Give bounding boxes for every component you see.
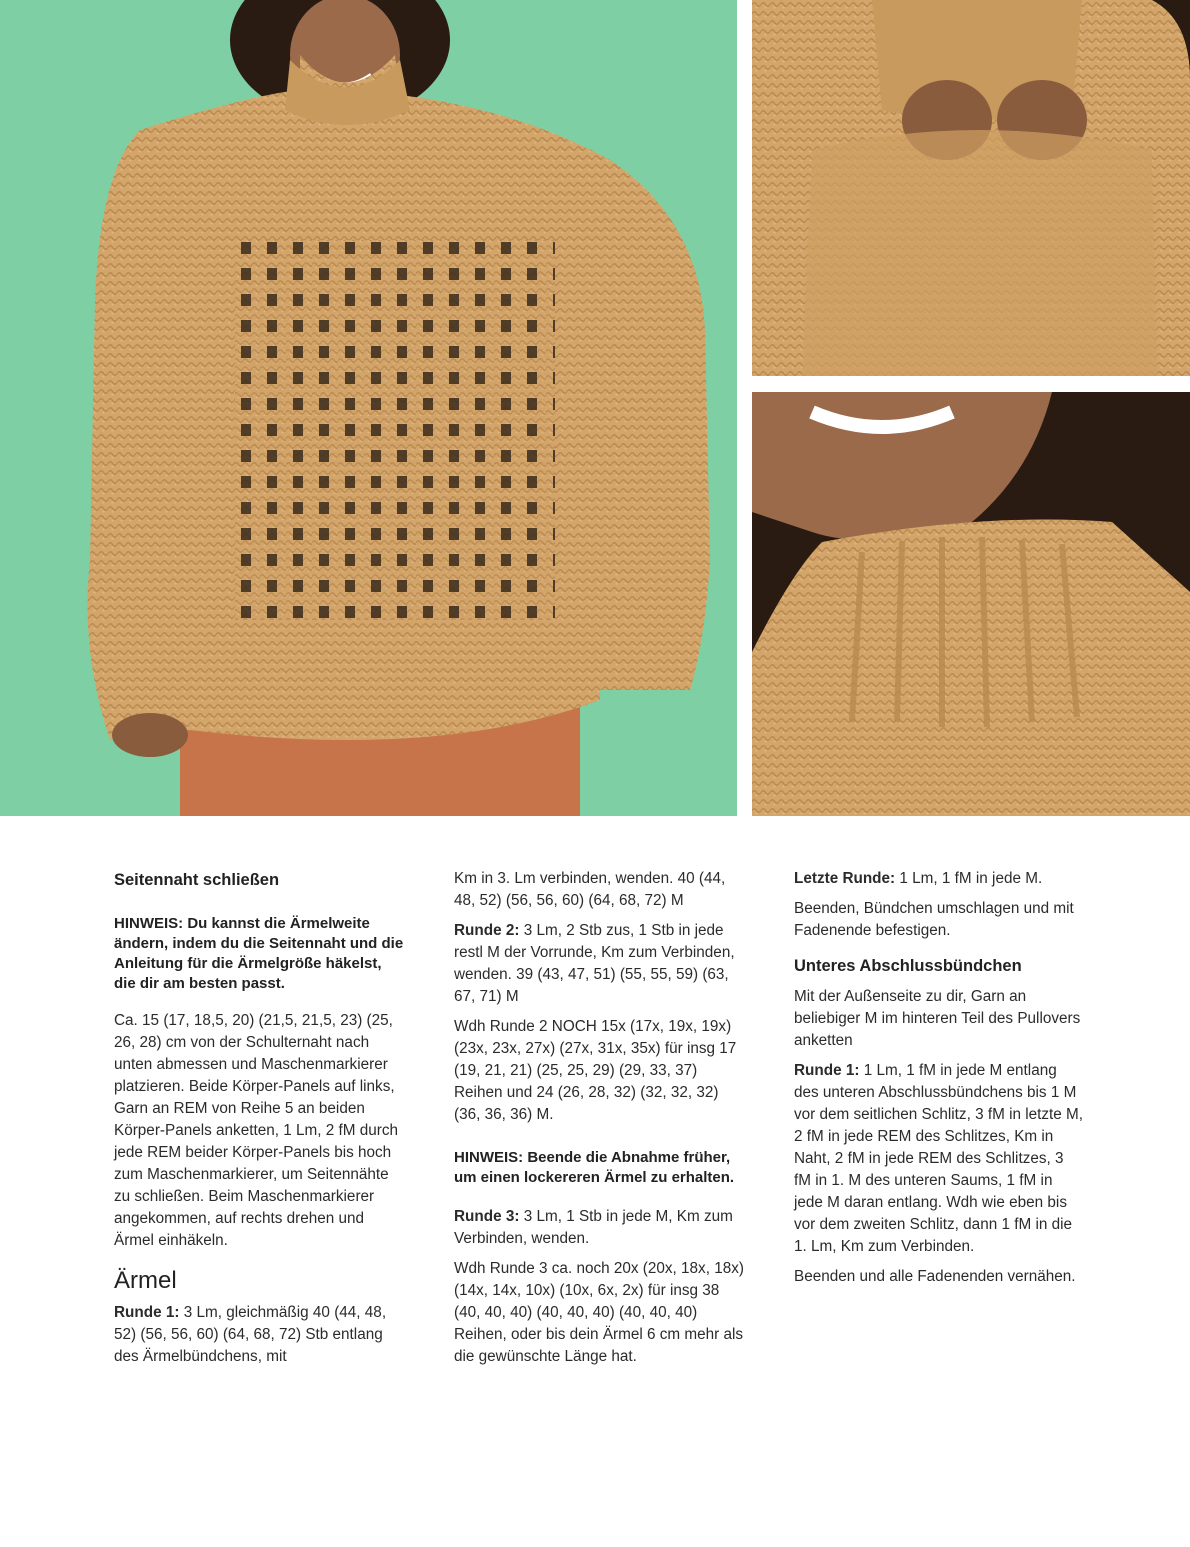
heading-unteres-abschlussbuendchen: Unteres Abschlussbündchen [794,957,1022,975]
text-column-3 [794,868,1084,1296]
paragraph-continuation: Km in 3. Lm verbinden, wenden. 40 (44, 48, 52) (56, 56, 60) (64, 68, 72) M [454,870,726,909]
paragraph-repeat-round-2: Wdh Runde 2 NOCH 15x (17x, 19x, 19x) (23x, 23x, 27x) (27x, 31x, 35x) für insg 17 (19, 21, 21) (25, 25, 29) (29, 33, 37) Reihen und 24 (26, 28, 32) (32, 32, 32) (36, 36, 36) M. [454,1018,737,1123]
paragraph-intro-hem: Mit der Außenseite zu dir, Garn an beliebiger M im hinteren Teil des Pullovers anketten [794,988,1081,1049]
note-label: HINWEIS: [454,1149,524,1166]
note-decrease [454,1148,746,1188]
heading-seitennaht: Seitennaht schließen [114,871,280,889]
note-sleeve-width [114,914,404,994]
last-round-instruction [794,868,1084,890]
collar-illustration [752,392,1190,816]
round-label: Runde 3: [454,1208,520,1225]
round-1-hem-instruction [794,1060,1084,1258]
paragraph-repeat-round-3: Wdh Runde 3 ca. noch 20x (20x, 18x, 18x) (14x, 14x, 10x) (10x, 6x, 2x) für insg 38 (40, 40, 40) (40, 40, 40) (40, 40, 40) Reihen, oder bis dein Ärmel 6 cm mehr als die gewünschte Länge hat. [454,1260,744,1365]
round-label: Letzte Runde: [794,870,896,887]
text-column-1 [114,868,404,1376]
main-photo-sweater [0,0,737,816]
round-label: Runde 1: [794,1062,860,1079]
text-column-2 [454,868,746,1376]
note-text: Beende die Abnahme früher, um einen lockereren Ärmel zu erhalten. [454,1149,735,1186]
round-2-instruction [454,920,746,1008]
round-text: 3 Lm, gleichmäßig 40 (44, 48, 52) (56, 56, 60) (64, 68, 72) Stb entlang des Ärmelbündchens, mit [114,1304,387,1365]
section-title-aermel: Ärmel [114,1267,177,1294]
paragraph-finish-all: Beenden und alle Fadenenden vernähen. [794,1268,1076,1285]
paragraph-side-seam: Ca. 15 (17, 18,5, 20) (21,5, 21,5, 23) (25, 26, 28) cm von der Schulternaht nach unten abmessen und Maschenmarkierer platzieren. Beide Körper-Panels auf links, Garn an REM von Reihe 5 an beiden Körper-Panels anketten, 1 Lm, 2 fM durch jede REM beider Körper-Panels bis hoch zum Maschenmarkierer, um Seitennähte zu schließen. Beim Maschenmarkierer angekommen, auf rechts drehen und Ärmel einhäkeln. [114,1012,398,1249]
round-1-instruction [114,1302,404,1368]
note-text: Du kannst die Ärmelweite ändern, indem du die Seitennaht und die Anleitung für die Ärmelgröße häkelst, die dir am besten passt. [114,915,404,992]
round-text: 3 Lm, 1 Stb in jede M, Km zum Verbinden, wenden. [454,1208,733,1247]
round-text: 3 Lm, 2 Stb zus, 1 Stb in jede restl M der Vorrunde, Km zum Verbinden, wenden. 39 (43, 47, 51) (55, 55, 59) (63, 67, 71) M [454,922,735,1005]
detail-photo-hands-collar [752,0,1190,376]
round-text: 1 Lm, 1 fM in jede M. [899,870,1043,887]
sweater-illustration [0,0,737,816]
hands-illustration [752,0,1190,376]
note-label: HINWEIS: [114,915,184,932]
round-3-instruction [454,1206,746,1250]
round-label: Runde 1: [114,1304,180,1321]
paragraph-finish-cuff: Beenden, Bündchen umschlagen und mit Fadenende befestigen. [794,900,1074,939]
round-text: 1 Lm, 1 fM in jede M entlang des unteren Abschlussbündchens bis 1 M vor dem seitlichen Schlitz, 3 fM in letzte M, 2 fM in jede REM des Schlitzes, Km in Naht, 2 fM in jede REM des Schlitzes, 3 fM in 1. M des unteren Saums, 1 fM in jede M daran entlang. Wdh wie eben bis vor dem zweiten Schlitz, dann 1 fM in die 1. Lm, Km zum Verbinden. [794,1062,1084,1255]
detail-photo-turtleneck [752,392,1190,816]
round-label: Runde 2: [454,922,520,939]
